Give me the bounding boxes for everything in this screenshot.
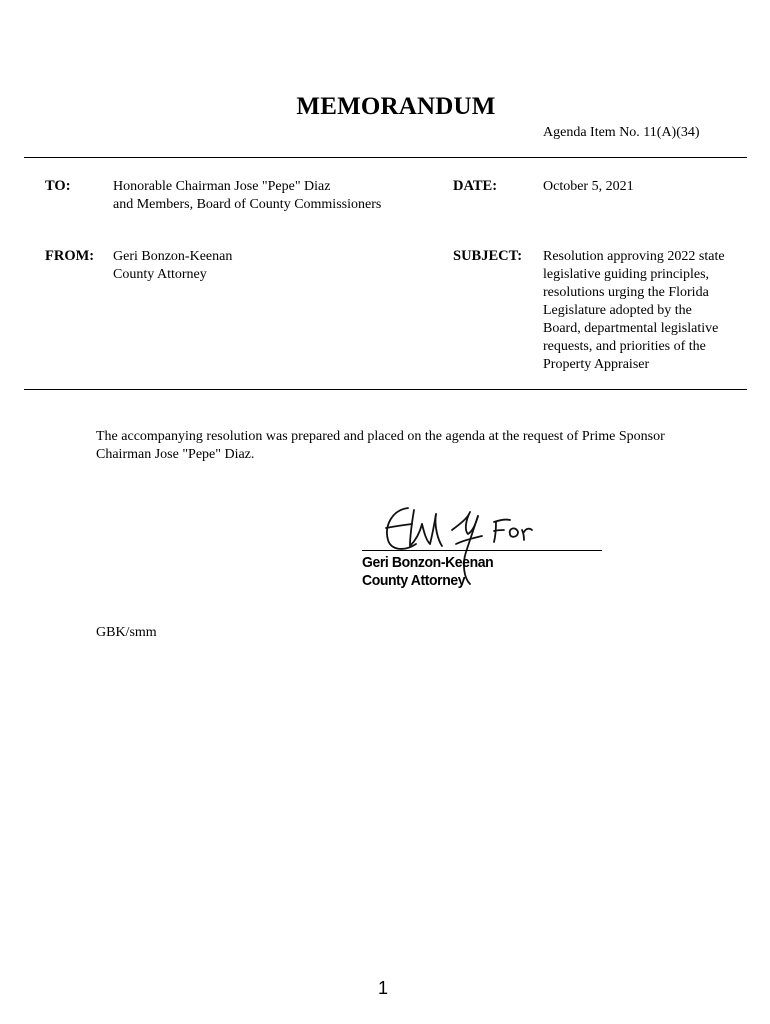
subject-line: Property Appraiser xyxy=(543,357,650,372)
from-sender xyxy=(113,248,232,284)
subject-line: legislative guiding principles, xyxy=(543,267,710,282)
subject-line: Board, departmental legislative xyxy=(543,321,719,336)
page-number: 1 xyxy=(377,978,388,998)
signatory-name: Geri Bonzon-Keenan xyxy=(362,553,494,571)
subject-line: requests, and priorities of the xyxy=(543,339,706,354)
signatory-title: County Attorney xyxy=(362,571,466,589)
subject-text xyxy=(543,248,748,374)
header-divider xyxy=(24,157,747,158)
date-label: DATE: xyxy=(453,178,498,194)
to-line: Honorable Chairman Jose "Pepe" Diaz xyxy=(113,179,331,194)
from-label: FROM: xyxy=(45,248,95,264)
subject-label: SUBJECT: xyxy=(453,248,523,264)
subject-line: Resolution approving 2022 state xyxy=(543,249,725,264)
paragraph-line: The accompanying resolution was prepared and placed on the agenda at the request of Prime Sponsor xyxy=(96,429,665,444)
from-line: Geri Bonzon-Keenan xyxy=(113,249,233,264)
from-line: County Attorney xyxy=(113,267,207,282)
agenda-item-number: Agenda Item No. 11(A)(34) xyxy=(543,125,700,140)
date-value: October 5, 2021 xyxy=(543,179,634,194)
subject-line: resolutions urging the Florida xyxy=(543,285,709,300)
body-paragraph xyxy=(96,428,726,464)
to-recipient xyxy=(113,178,381,214)
to-line: and Members, Board of County Commissioners xyxy=(113,197,382,212)
paragraph-line: Chairman Jose "Pepe" Diaz. xyxy=(96,447,255,462)
memo-title: MEMORANDUM xyxy=(296,93,496,120)
signature-line xyxy=(362,550,602,551)
to-label: TO: xyxy=(45,178,71,194)
typist-initials: GBK/smm xyxy=(96,625,157,640)
body-divider xyxy=(24,389,747,390)
subject-line: Legislature adopted by the xyxy=(543,303,692,318)
signature-for-text xyxy=(492,520,493,521)
